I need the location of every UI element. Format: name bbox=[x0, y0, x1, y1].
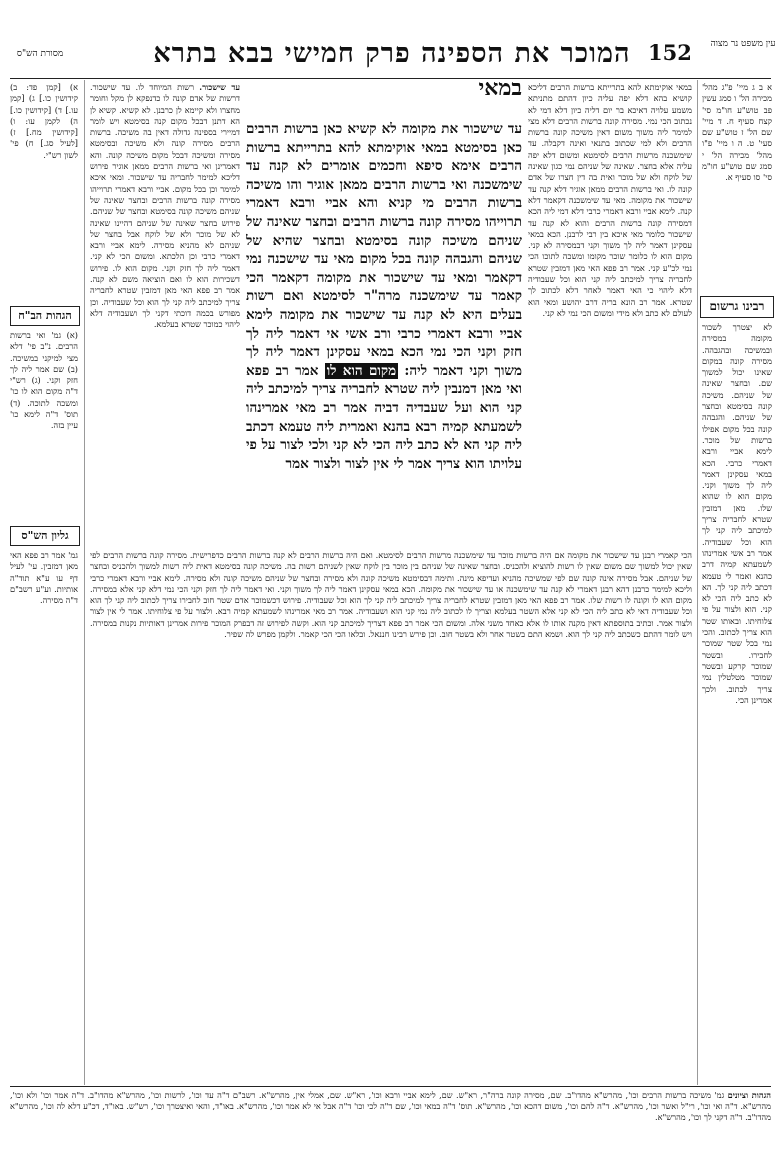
left-margin-rule bbox=[84, 80, 85, 1085]
gershom-column bbox=[702, 322, 772, 1087]
page-title: המוכר את הספינה פרק חמישי בבא בתרא bbox=[153, 38, 631, 69]
footnotes bbox=[10, 1090, 771, 1148]
gemara-column bbox=[246, 120, 522, 545]
header-rule bbox=[10, 78, 771, 79]
tosafot-opening: עד שישכור. bbox=[199, 82, 240, 92]
gilyon-heading-box bbox=[10, 526, 80, 546]
gemara-top-commentary bbox=[246, 82, 522, 118]
tosafot-column bbox=[90, 82, 240, 544]
gilyon-column bbox=[10, 550, 78, 670]
gilyon-text: גמ' אמר רב פפא האי מאן דמזבין. עי' לעיל דף עו ע"א תוד"ה אותיות. וע"ע רשב"ם ד"ה מסירה. bbox=[10, 550, 78, 606]
masoret-label: מסורת הש"ס bbox=[16, 49, 64, 59]
masoret-text: א) [קמן פד: ב) קידושין כו.] ג) [קמן עו.] ד) [קידושין כו.] ה) לקמן עו: ו) [קידושין מח.] ז) [לעיל סג.] ח) פי' לשון רש"י. bbox=[10, 82, 78, 160]
page-header bbox=[0, 38, 781, 74]
masoret-column bbox=[10, 82, 78, 292]
page-number: 152 bbox=[648, 40, 692, 65]
gilyon-heading: גליון הש"ס bbox=[21, 529, 69, 542]
gershom-text: לא יצטרך לשכור מקומה במסירה ובמשיכה ובהגבהה. מסירה קונה במקום שאינו יכול למשוך שם. ובחצר שאינה של שניהם. משיכה קונה בסימטא ובחצר של שניהם. והגבהה קונה בכל מקום אפילו ברשות של מוכר. לימא אביי ורבא דאמרי כרבי. הכא במאי עסקינן דאמר ליה לך משוך וקני. מקום הוא לו שהוא שלו. מאן דמזבין שטרא לחבריה צריך למיכתב ליה קני לך הוא וכל שעבודיה. אמר רב אשי אמרינהו לשמעתא קמיה דרב כהנא ואמר לי טעמא דכתב ליה קני לך. הא לא כתב ליה הכי לא קני. הוא ולצור על פי צלוחיתו. ובאותו שטר הוא צריך לכתוב. והכי נמי בכל שטר שמוכר לחבירו. ובשטר שמוכר קרקע ובשטר שמוכר מטלטלין נמי צריך לכתוב. ולכך אמרינן הכי. bbox=[702, 322, 772, 705]
ein-mishpat-column bbox=[702, 82, 772, 292]
footnotes-text: גמ' משיכה ברשות הרבים וכו', מהרש"א מהדו"ב. שם, מסירה קונה ברה"ר, רא"ש. שם, לימא אביי ורבא וכו', רא"ש. שם, אמלי אין, מהרש"א. רשב"ם ד"ה עד וכו', לרשות וכו', מהרש"א מהדו"ב. ד"ה אמר וכו' ולא וכו', מהרש"א. ד"ה ואי וכו', רי"ל ואשר וכו', מהרש"א. ד"ה להם וכו', משום דהכא וכו', מהרש"א. תוס' ד"ה במאי וכו', שם ד"ה לכי וכו' ד"ה אבל אי לא אמר וכו', מהרש"א. באו"ד, והאי ואיצטרך וכו', רש"ש. באו"ד, דכ"ע דלא לה וכו', מהרש"א מהדו"ב. ד"ה דקני לך וכו', מהרש"א. bbox=[10, 1090, 771, 1122]
bottom-commentary-text: הכי קאמרי רבנן עד שישכור את מקומה אם היה ברשות מוכר עד שימשכנה מרשות הרבים לסימטא. ואם היה ברשות הרבים לא קנה ברשות הרבים כדפרישית. מסירה קונה ברשות הרבים לפי שאין יכול למשוך שם משום שאין לו רשות להוציא ולהכניס. ובחצר שאינה של שניהם בין מוכר בין לוקח שאין לשניהם רשות בה. משיכה קונה בסימטא דאית ליה רשות למשוך ולהכניס ובחצר של שניהם. אבל מסירה אינה קונה שם לפי שמשיכה מהניא ועדיפא מינה. ותימה דבסימטא משיכה קונה ולא מסירה ובחצר של שניהם משיכה קונה ולא מסירה. לימא אביי ורבא דאמרי כרבי וליכא למימר כרבנן דהא רבנן דאמרי לא קנה עד שימשכנה או עד שישכור את מקומה. הכא במאי עסקינן דאמר ליה לך משוך וקני. ואי דאמר ליה לך חזק וקני הכי נמי דלא קני אלא במסירה. מקום הוא לו וקונה לו רשות שלו. אמר רב פפא האי מאן דמזבין שטרא לחבריה צריך למיכתב ליה קני לך הוא וכל שעבודיה. פירוש דכשמוכר אדם שטר חוב לחבירו צריך לכתוב ליה קני לך הוא וכל שעבודיה דאי לא כתב ליה הכי לא קני אלא השטר בעלמא וצריך לו לכתוב ליה נמי קני הוא ושעבודיה. אמר רב מאי אמרינהו לשמעתא קמיה רבא. ולצור על פי צלוחיתו. אמר לי אין לצור ולצור אמר. וכתיב בתוספתא דאין מקנה אותו לו אלא כאחד משני אלה. ומשום הכי אמר רב פפא דצריך למיכתב קני הוא. וקשה לפירוש זה דבפרק המוכר פירות אמרינן דאותיות נקנות במסירה. ויש לומר דהתם כשכתב ליה קני לך הוא. ושמא התם בשטר אחר ולא בשטר חוב. וכן פירש רבינו חננאל. ובלאו הכי הכי קאמר. ולקמן מפרש לה שפיר. bbox=[90, 550, 692, 640]
right-margin-rule bbox=[697, 80, 698, 1085]
tosafot-text: רשות המיוחד לו. עד שישכור. דרשות של אדם קונה לו כדנפקא לן מקל וחומר מחצרו ולא קיימא לן כרבנן. לא קשיא. קשיא לן הא דתנן דבכל מקום קנה בסימטא ויש לומר דמיירי בספינה גדולה דאין בה משיכה. ברשות הרבים מסירה קונה ולא משיכה ובסימטא מסירה ומשיכה דבכל מקום משיכה קונה. והא דאמרינן ואי ברשות הרבים ממאן אוגיר פירוש דליכא למימר לחבריה עד שישכור. ומאי איכא למימר וכן בכל מקום. אביי ורבא דאמרי תרוייהו מסירה קונה ברשות הרבים ובחצר שאינה של שניהם משיכה קונה בסימטא ובחצר של שניהם. פירוש בחצר שאינה של שניהם דהיינו שאינה לא של מוכר ולא של לוקח אבל בחצר של שניהם לא מהניא מסירה. לימא אביי ורבא דאמרי כרבי וכן הלכתא. ומשום הכי לא קני. דאמר ליה לך חזק וקני. מקום הוא לו. פירוש דשכירות הוא לו ואם הוציאה משם לא קנה. אמר רב פפא האי מאן דמזבין שטרא לחבריה צריך למיכתב ליה קני לך הוא וכל שעבודיה. וכן מפורש בכמה דוכתי דקני לך ושעבודיה דלא ליהוי כמוכר שטרא בעלמא. bbox=[90, 82, 240, 330]
rashi-column bbox=[528, 82, 692, 544]
footer-rule bbox=[10, 1086, 771, 1087]
hagahot-heading-box bbox=[10, 306, 80, 326]
hagahot-heading: הגהות הב"ח bbox=[18, 309, 72, 322]
bottom-commentary bbox=[90, 550, 692, 1085]
gemara-highlight: מקום הוא לו bbox=[326, 362, 397, 379]
footnotes-label: הגהות וציונים bbox=[727, 1090, 771, 1100]
gemara-opening-word: במאי bbox=[478, 82, 522, 101]
gershom-heading-box bbox=[700, 296, 774, 318]
hagahot-column bbox=[10, 330, 78, 520]
ein-mishpat-text: א ב ג מיי' פ"ג מהל' מכירה הל' ו סמג עשין פב טוש"ע חו"מ סי' קצח סעיף ח. ד מיי' שם הל' ז טוש"ע שם סעי' ט. ה ו מיי' פ"ו מהל' מכירה הל' י סמג שם טוש"ע חו"מ סי' סו סעיף א. bbox=[702, 82, 772, 183]
gemara-text-b: אמר רב פפא ואי מאן דמנבין ליה שטרא לחבריה צריך למיכתב ליה קני הוא ועל שעבדיה דביה אמר רב מאי אמרינהו לשמעתא קמיה רבא בהנא ואמרית ליה טעמא דכתב ליה קני הא לא כתב ליה הכי לא קני ולכי לצור על פי עלויתו הוא צריך אמר לי אין לצור ולצור אמר bbox=[246, 362, 522, 472]
ein-mishpat-label: עין משפט נר מצוה bbox=[710, 39, 776, 49]
rashi-text: במאי אוקימתא להא בתרייתא ברשות הרבים דליכא קושיא בהא דלא יפה עליה כיון דהתם מתניתא משמע עלויה דאיכא בר יום דליה כיון דלא דמי לא נכתוב הכי נמי. מסירה קונה ברשות הרבים דלא מצי למימר ליה משוך משום דאין משיכה קונה ברשות הרבים ולא למי שכתוב בתנאי ואינה דקבלה. עד שימשכנה מרשות הרבים לסימטא ומשום דלא יפה עליה אלא בחצר. שאינה של שניהם נמי כגון שאינה של לוקח ולא של מוכר ואית בה דין חצרו של אדם קונה לו. ואי ברשות הרבים ממאן אוגיר דלא קנה עד שישכור את מקומה. מאי עד שימשכנה דקאמר דלא קנה. לימא אביי ורבא דאמרי כרבי דלא דמי ליה הכא דמסירה קונה ברשות הרבים והוא לא קנה עד שישכור כלומר מאי איכא בין רבי לרבנן. הכא במאי עסקינן דאמר ליה לך משוך וקני דבמסירה לא קני. מקום הוא לו כלומר שוכר מקומו ומשכה לתוכו הכי נמי לכ"ע קני. אמר רב פפא האי מאן דמזבין שטרא לחבריה צריך למיכתב ליה קני הוא וכל שעבודיה דלא ליהוי כי האי דאמר לאחר דלא לכתוב לך שטרא. אמר רב הונא בריה דרב יהושע ומאי הוא לעולם לא כתב ולא מידי ומשום הכי נמי לא קני. bbox=[528, 82, 692, 318]
gershom-heading: רבינו גרשום bbox=[709, 299, 765, 313]
hagahot-text: (א) גמ' ואי ברשות הרבים. נ"ב פי' דלא מצי למיקני במשיכה. (ב) שם אמר ליה לך חזק וקני. (ג) רש"י ד"ה מקום הוא לו כו' ומשכה לתוכה. (ד) תוס' ד"ה לימא כו' עיין בזה. bbox=[10, 330, 78, 431]
gemara-text-a: עד שישכור את מקומה לא קשיא כאן ברשות הרבים כאן בסימטא במאי אוקימתא להא בתרייתא ברשות הרבים אימא סיפא וחכמים אומרים לא קנה עד שימשכנה ואי ברשות הרבים ממאן אוגיר והו משיכה ברשות הרבים מי קניא והא אביי ורבא דאמרי תרוייהו מסירה קונה ברשות הרבים ובחצר שאינה של שניהם משיכה קונה בסימטא ובחצר שהיא של שניהם והגבהה קונה בכל מקום מאי עד שישכנה נמי דקאמר ומאי עד שישכור את מקומה דקאמר הכי קאמר עד שימשכנה מרה"ר לסימטא ואם רשות בעלים היא לא קנה עד שישכור את מקומה לימא אביי ורבא דאמרי כרבי ורב אשי אי דאמר ליה לך חזק וקני הכי נמי הכא במאי עסקינן דאמר ליה לך משוך וקני דאמר ליה: bbox=[246, 121, 522, 379]
